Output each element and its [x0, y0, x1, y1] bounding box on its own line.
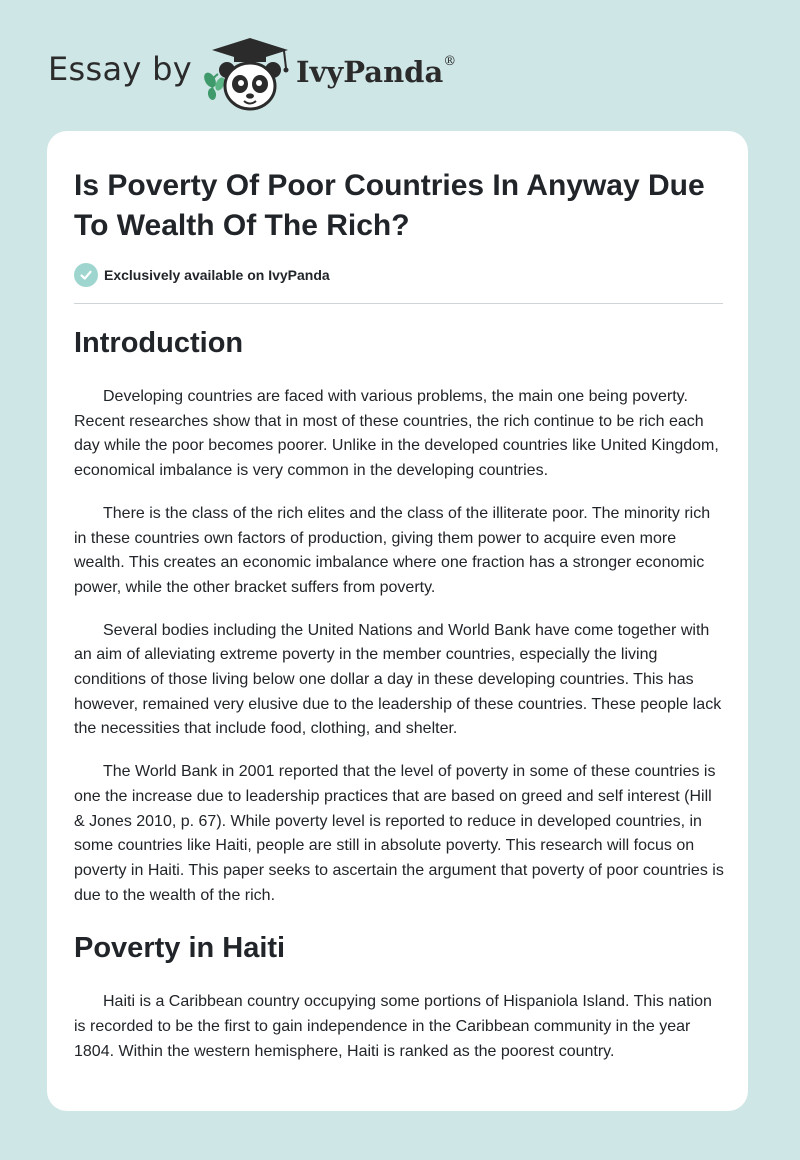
section-heading-poverty-in-haiti: Poverty in Haiti	[74, 932, 286, 965]
section-heading-introduction: Introduction	[74, 327, 244, 359]
essay-card	[47, 131, 748, 1111]
brand-text: IvyPanda	[296, 55, 444, 89]
exclusive-badge	[74, 263, 330, 287]
site-header	[0, 0, 800, 130]
page-title: Is Poverty Of Poor Countries In Anyway Due To Wealth Of The Rich?	[74, 169, 705, 242]
paragraph: The World Bank in 2001 reported that the level of poverty in some of these countries is one the increase due to leadership practices that are based on greed and self interest (Hill & Jones 2010, p. 67). While poverty level is reported to reduce in developed countries, in some countries like Haiti, people are still in absolute poverty. This research will focus on poverty in Haiti. This paper seeks to ascertain the argument that poverty of poor countries is due to the wealth of the rich.	[74, 763, 724, 904]
paragraph: Several bodies including the United Nations and World Bank have come together with an aim of alleviating extreme poverty in the member countries, especially the living conditions of those living below one dollar a day in these developing countries. This has however, remained very elusive due to the leadership of these countries. These people lack the necessities that include food, clothing, and shelter.	[74, 621, 722, 738]
panda-graduate-icon[interactable]	[200, 34, 300, 114]
brand-name[interactable]	[296, 55, 456, 89]
divider	[74, 303, 723, 304]
exclusive-label: Exclusively available on IvyPanda	[104, 267, 330, 283]
registered-mark: ®	[443, 54, 457, 70]
paragraph: There is the class of the rich elites and the class of the illiterate poor. The minority rich in these countries own factors of production, giving them power to acquire even more wealth. This creates an economic imbalance where one fraction has a stronger economic power, while the other bracket suffers from poverty.	[74, 504, 711, 596]
paragraph: Developing countries are faced with various problems, the main one being poverty. Recent researches show that in most of these countries, the rich continue to be rich each day while the poor becomes poorer. Unlike in the developed countries like United Kingdom, economical imbalance is very common in the developing countries.	[74, 388, 719, 480]
article-body	[74, 323, 724, 1064]
check-icon	[74, 263, 98, 287]
paragraph: Haiti is a Caribbean country occupying some portions of Hispaniola Island. This nation is recorded to be the first to gain independence in the Caribbean community in the year 1804. Within the western hemisphere, Haiti is ranked as the poorest country.	[74, 993, 712, 1060]
essay-by-label: Essay by	[48, 50, 192, 88]
